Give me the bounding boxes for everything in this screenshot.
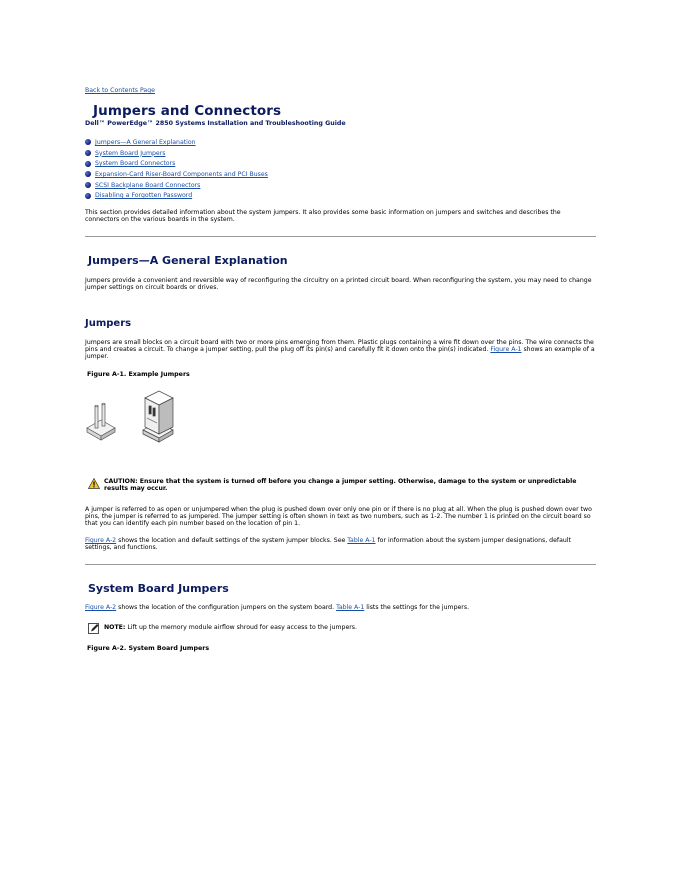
caution-label: CAUTION: [104,478,138,485]
section-heading-system-board-jumpers: System Board Jumpers [88,582,229,595]
section-heading-general-explanation: Jumpers—A General Explanation [88,254,288,267]
figure-a2-link[interactable]: Figure A-2 [85,537,117,544]
general-explanation-paragraph: Jumpers provide a convenient and reversible way of reconfiguring the circuitry on a printed circuit board. When reconfiguring the system, you may need to change jumper settings on circuit boards or drives. [85,277,592,292]
jumper-location-text-end: for information about the system jumper designations, default settings, and functions. [85,537,571,552]
system-board-jumpers-text-end: lists the settings for the jumpers. [366,604,470,611]
toc-link-system-board-jumpers[interactable]: System Board Jumpers [95,149,166,157]
bullet-icon [85,171,91,177]
toc-link-system-board-connectors[interactable]: System Board Connectors [95,160,176,168]
page-title: Jumpers and Connectors [93,103,282,119]
caution-text [104,478,584,492]
figure-a1-caption: Figure A-1. Example Jumpers [87,371,190,378]
divider [85,236,596,237]
toc-item [85,180,268,191]
toc-link-forgotten-password[interactable]: Disabling a Forgotten Password [95,192,193,200]
subsection-heading-jumpers: Jumpers [85,318,132,329]
toc-item [85,169,268,180]
toc-link-riser-board[interactable]: Expansion-Card Riser-Board Components and PCI Buses [95,170,268,178]
toc-item [85,148,268,159]
toc-item [85,190,268,201]
bullet-icon [85,150,91,156]
jumpered-figure [143,391,173,442]
table-a1-link-2[interactable]: Table A-1 [336,604,365,611]
jumper-states-paragraph: A jumper is referred to as open or unjumpered when the plug is pushed down over only one pin or if there is no plug at all. When the plug is pushed down over two pins, the jumper is referred to as jumpered. The jumper setting is often shown in text as two numbers, such as 1-2. The number 1 is printed on the circuit board so that you can identify each pin number based on the location of pin 1. [85,506,592,528]
page-subtitle: Dell™ PowerEdge™ 2850 Systems Installation and Troubleshooting Guide [85,120,346,127]
caution-icon [88,478,100,489]
bullet-icon [85,139,91,145]
system-board-jumpers-text: shows the location of the configuration jumpers on the system board. [118,604,335,611]
caution-message: Ensure that the system is turned off before you change a jumper setting. Otherwise, damage to the system or unpredictable results may occur. [104,478,577,493]
toc-link-general-explanation[interactable]: Jumpers—A General Explanation [95,138,196,146]
bullet-icon [85,182,91,188]
jumpers-paragraph [85,339,596,361]
toc-item [85,137,268,148]
note-pencil-icon [88,623,100,634]
figure-a1-link[interactable]: Figure A-1 [490,346,522,354]
jumpers-text: Jumpers are small blocks on a circuit board with two or more pins emerging from them. Plastic plugs containing a wire fit down over the pins. The wire connects the pins and creates a circuit. To change a jumper setting, pull the plug off its pin(s) and carefully fit it down onto the pin(s) indicated. [85,339,594,354]
bullet-icon [85,193,91,199]
figure-a2-link-2[interactable]: Figure A-2 [85,604,117,611]
toc-link-scsi-backplane[interactable]: SCSI Backplane Board Connectors [95,181,201,189]
open-jumper-figure [87,403,115,440]
bullet-icon [85,161,91,167]
back-to-contents-link[interactable]: Back to Contents Page [85,87,155,94]
system-board-jumpers-paragraph [85,604,596,611]
jumpers-text-end: shows an example of a jumper. [85,346,595,361]
note-label: NOTE: [104,624,126,631]
intro-paragraph: This section provides detailed information about the system jumpers. It also provides some basic information on jumpers and switches and describes the connectors on the various boards in the system. [85,209,561,224]
jumper-location-paragraph [85,537,596,551]
note-text [104,623,584,631]
table-a1-link[interactable]: Table A-1 [347,537,376,544]
jumper-location-text: shows the location and default settings of the system jumper blocks. See [118,537,346,544]
table-of-contents [85,137,268,201]
divider [85,564,596,565]
example-jumpers-illustration [85,386,185,446]
note-message: Lift up the memory module airflow shroud for easy access to the jumpers. [127,624,357,631]
note-notice [88,623,584,634]
caution-notice [88,478,584,492]
figure-a2-caption: Figure A-2. System Board Jumpers [87,645,210,652]
toc-item [85,158,268,169]
